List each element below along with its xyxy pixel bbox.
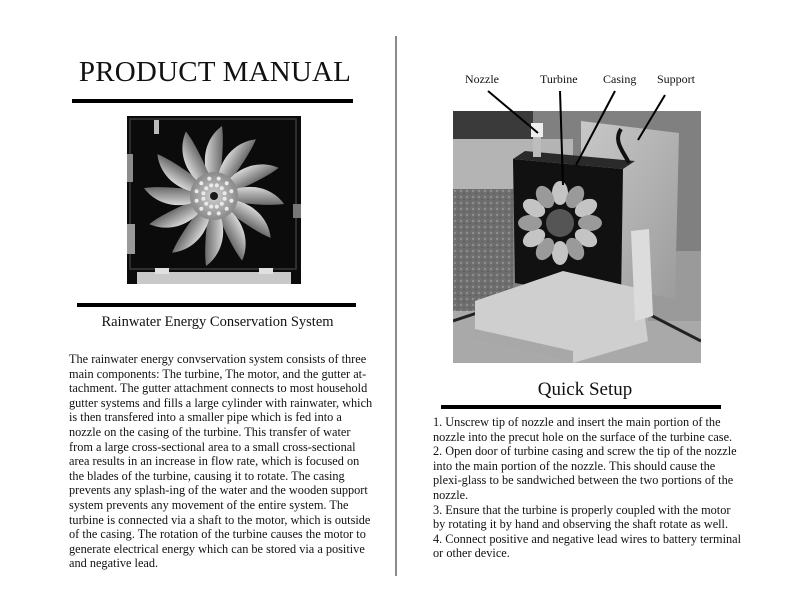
hub-bolt (199, 181, 203, 185)
page-title: PRODUCT MANUAL (78, 56, 352, 88)
hub-bolt (225, 181, 229, 185)
hub-bolt (209, 205, 213, 209)
setup-step: 4. Connect positive and negative lead wires to battery terminal or other device. (433, 531, 742, 561)
hub-bolt (207, 177, 211, 181)
hub-bolt (195, 199, 199, 203)
hub-bolt (217, 211, 221, 215)
title-underline (72, 99, 353, 103)
turbine-photo-icon (127, 116, 301, 284)
hub-bolt (220, 202, 224, 206)
hub-bolt (209, 183, 213, 187)
assembly-photo (453, 111, 701, 363)
setup-steps (433, 415, 743, 561)
hub-bolt (199, 207, 203, 211)
hub-bolt (225, 207, 229, 211)
hub-bolt (229, 189, 233, 193)
turbine-spoon (578, 215, 602, 231)
hub-bolt (223, 191, 227, 195)
label-turbine: Turbine (540, 72, 578, 86)
turbine-spoon (552, 241, 568, 265)
hub-bolt (215, 183, 219, 187)
turbine-spoon (518, 215, 542, 231)
label-nozzle: Nozzle (465, 72, 499, 86)
hub-bolt (195, 189, 199, 193)
quick-setup-rule (441, 405, 721, 409)
label-casing: Casing (603, 72, 637, 86)
hub-bolt (204, 186, 208, 190)
page-divider (395, 36, 397, 576)
turbine-spoon (552, 181, 568, 205)
hub-bolt (215, 205, 219, 209)
setup-step: 1. Unscrew tip of nozzle and insert the main portion of the nozzle into the precut hole on the surface of the turbine case. (433, 415, 733, 444)
subtitle-rule (77, 303, 356, 307)
setup-step: 2. Open door of turbine casing and screw the tip of the nozzle into the main portion of the nozzle. This should cause the plexi-glass to be sandwiched between the two portions of the nozzle. (433, 444, 737, 502)
hub-bolt (207, 211, 211, 215)
setup-step: 3. Ensure that the turbine is properly coupled with the motor by rotating it by hand and observing the shaft rotate as well. (433, 502, 731, 532)
description-paragraph: The rainwater energy convservation system consists of three main components: The turbine, The motor, and the gutter at-tachment. The gutter attachment connects to most household gutter systems and fills a large cylinder with rainwater, which is then transfered into a smaller pipe which is fed into a nozzle on the casing of the turbine. This transfer of water from a large cross-sectional area to a small cross-sectional area results in an increase in flow rate, which is focused on the blades of the turbine, causing it to rotate. The casing prevents any splash-ing of the water and the wooden support system prevents any movement of the entire system. The turbine is connected via a shaft to the motor, which is outside of the casing. The rotation of the turbine causes the motor to generate electrical energy which can be stored via a positive and negative lead. (69, 352, 373, 571)
assembly-photo-icon (453, 111, 701, 363)
turbine-hub (546, 209, 574, 237)
quick-setup-heading: Quick Setup (537, 379, 633, 400)
subtitle: Rainwater Energy Conservation System (101, 314, 334, 330)
label-support: Support (657, 72, 696, 86)
hub-bolt (204, 202, 208, 206)
hub-bolt (220, 186, 224, 190)
hub-bolt (217, 177, 221, 181)
hub-bolt (223, 197, 227, 201)
turbine-photo (127, 116, 301, 284)
hub-bolt (201, 197, 205, 201)
hub-bolt (229, 199, 233, 203)
hub-bolt (201, 191, 205, 195)
